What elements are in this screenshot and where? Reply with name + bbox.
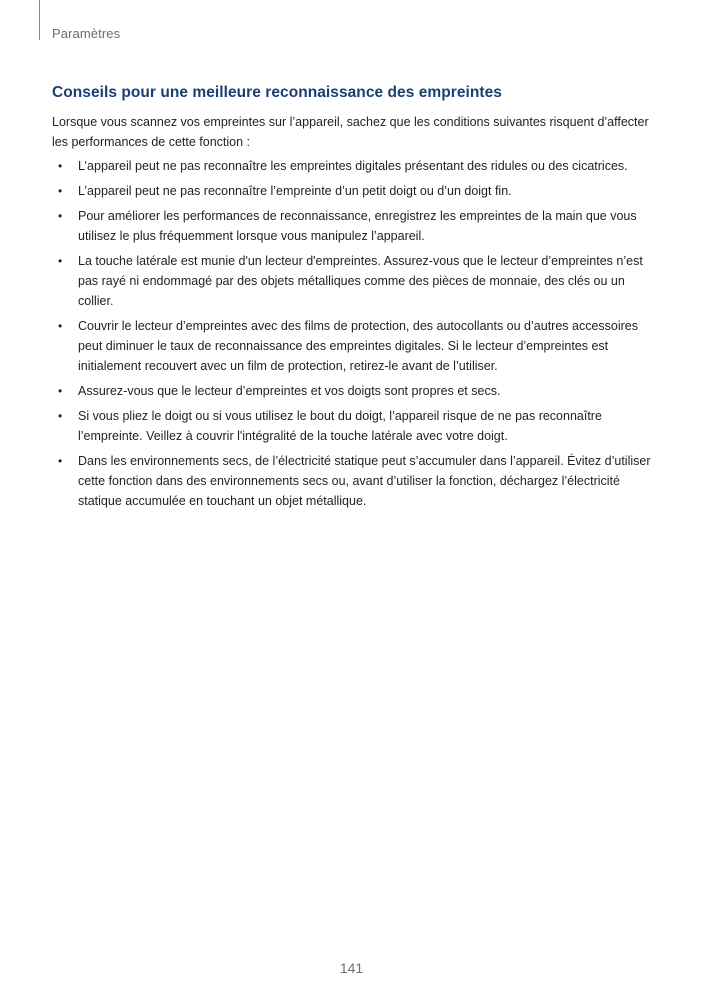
tip-text: Dans les environnements secs, de l’électricité statique peut s’accumuler dans l’appareil. Évitez d’utiliser cette fonction dans des environnements secs ou, avant d’utiliser la fonction, déchargez l’électricité statique accumulée en touchant un objet métallique. (78, 454, 651, 508)
tip-text: La touche latérale est munie d'un lecteur d'empreintes. Assurez-vous que le lecteur d’empreintes n’est pas rayé ni endommagé par des objets métalliques comme des pièces de monnaie, des clés ou un collier. (78, 254, 643, 308)
list-item (52, 451, 652, 511)
tip-text: Pour améliorer les performances de reconnaissance, enregistrez les empreintes de la main que vous utilisez le plus fréquemment lorsque vous manipulez l’appareil. (78, 209, 637, 243)
bullet-icon: • (58, 454, 63, 468)
tip-text: Couvrir le lecteur d’empreintes avec des films de protection, des autocollants ou d’autres accessoires peut diminuer le taux de reconnaissance des empreintes digitales. Si le lecteur d’empreintes est initialement recouvert avec un film de protection, retirez-le avant de l’utiliser. (78, 319, 638, 373)
page-number: 141 (339, 960, 364, 976)
list-item (52, 406, 652, 446)
bullet-icon: • (58, 409, 63, 423)
bullet-icon: • (58, 159, 63, 173)
list-item (52, 181, 652, 201)
section-title: Conseils pour une meilleure reconnaissance des empreintes (52, 84, 502, 101)
list-item (52, 381, 652, 401)
intro-paragraph: Lorsque vous scannez vos empreintes sur l’appareil, sachez que les conditions suivantes risquent d’affecter les performances de cette fonction : (52, 115, 649, 149)
bullet-icon: • (58, 254, 63, 268)
bullet-icon: • (58, 209, 63, 223)
list-item (52, 251, 652, 311)
tip-text: Assurez-vous que le lecteur d’empreintes et vos doigts sont propres et secs. (78, 384, 501, 398)
page-content (52, 84, 652, 516)
tips-list (52, 156, 652, 511)
bullet-icon: • (58, 319, 63, 333)
header-divider (39, 0, 40, 40)
tip-text: L’appareil peut ne pas reconnaître les empreintes digitales présentant des ridules ou des cicatrices. (78, 159, 628, 173)
list-item (52, 156, 652, 176)
list-item (52, 206, 652, 246)
tip-text: Si vous pliez le doigt ou si vous utilisez le bout du doigt, l’appareil risque de ne pas reconnaître l’empreinte. Veillez à couvrir l'intégralité de la touche latérale avec votre doigt. (78, 409, 602, 443)
bullet-icon: • (58, 184, 63, 198)
tip-text: L’appareil peut ne pas reconnaître l’empreinte d’un petit doigt ou d’un doigt fin. (78, 184, 512, 198)
list-item (52, 316, 652, 376)
bullet-icon: • (58, 384, 63, 398)
running-header: Paramètres (52, 26, 121, 41)
